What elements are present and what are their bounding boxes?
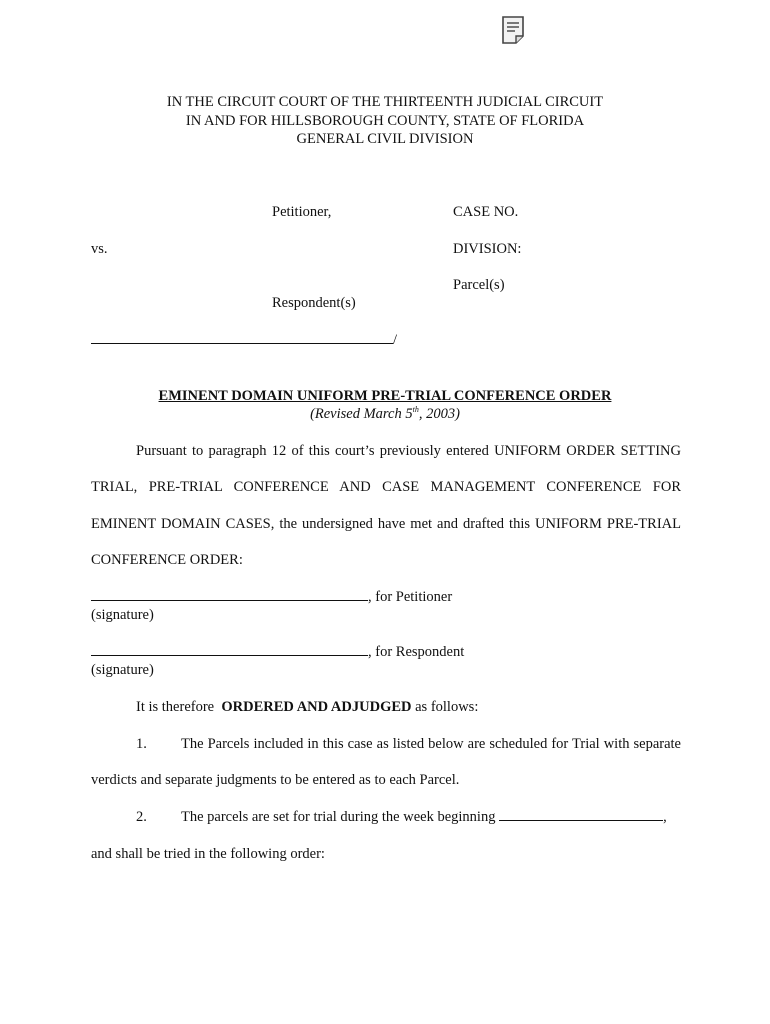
court-caption-line-2: IN AND FOR HILLSBOROUGH COUNTY, STATE OF FLORIDA [185, 113, 585, 129]
versus-label: vs. [91, 241, 108, 257]
order-title [0, 388, 770, 405]
document-icon[interactable] [501, 16, 525, 44]
revised-date-sup: th [412, 405, 419, 415]
item1-line-2: verdicts and separate judgments to be entered as to each Parcel. [91, 772, 460, 788]
revised-date-post: , 2003) [418, 406, 460, 422]
petitioner-signature-role: , for Petitioner [368, 589, 453, 605]
respondent-signature-line[interactable] [91, 644, 464, 661]
respondent-signature-role: , for Respondent [368, 644, 465, 660]
item2-comma: , [663, 809, 667, 825]
revised-date [0, 406, 770, 423]
court-caption-line-3: GENERAL CIVIL DIVISION [296, 131, 474, 147]
order-title-text: EMINENT DOMAIN UNIFORM PRE-TRIAL CONFERENCE ORDER [158, 388, 612, 404]
petitioner-signature-caption: (signature) [91, 607, 154, 623]
signature-blank[interactable] [91, 654, 368, 656]
para1-line-4: CONFERENCE ORDER: [91, 552, 243, 568]
style-separator [91, 332, 397, 349]
petitioner-signature-line[interactable] [91, 589, 452, 606]
order-intro-pre: It is therefore [136, 699, 215, 715]
parcels-label: Parcel(s) [453, 277, 505, 293]
respondent-label: Respondent(s) [272, 295, 356, 311]
respondent-signature-caption: (signature) [91, 662, 154, 678]
separator-slash: / [393, 332, 398, 348]
item2-text: The parcels are set for trial during the week beginning [181, 809, 496, 825]
item2-number: 2. [136, 809, 147, 825]
item2-line-1 [181, 809, 667, 826]
separator-line [91, 342, 393, 344]
item2-line-2: and shall be tried in the following order: [91, 846, 325, 862]
order-intro-post: as follows: [415, 699, 479, 715]
signature-blank[interactable] [91, 599, 368, 601]
order-intro [136, 699, 478, 716]
case-no-label: CASE NO. [453, 204, 519, 220]
para1-line-3: EMINENT DOMAIN CASES, the undersigned have met and drafted this UNIFORM PRE-TRIAL [91, 516, 681, 532]
petitioner-label: Petitioner, [272, 204, 332, 220]
order-intro-bold: ORDERED AND ADJUDGED [221, 699, 412, 715]
court-caption-line-1: IN THE CIRCUIT COURT OF THE THIRTEENTH JUDICIAL CIRCUIT [166, 94, 604, 110]
item1-number: 1. [136, 736, 147, 752]
revised-date-pre: (Revised March 5 [310, 406, 413, 422]
para1-line-1: Pursuant to paragraph 12 of this court’s previously entered UNIFORM ORDER SETTING [136, 443, 681, 459]
item1-line-1: The Parcels included in this case as listed below are scheduled for Trial with separate [181, 736, 681, 752]
para1-line-2: TRIAL, PRE-TRIAL CONFERENCE AND CASE MANAGEMENT CONFERENCE FOR [91, 479, 681, 495]
trial-week-blank[interactable] [499, 819, 663, 821]
division-label: DIVISION: [453, 241, 522, 257]
